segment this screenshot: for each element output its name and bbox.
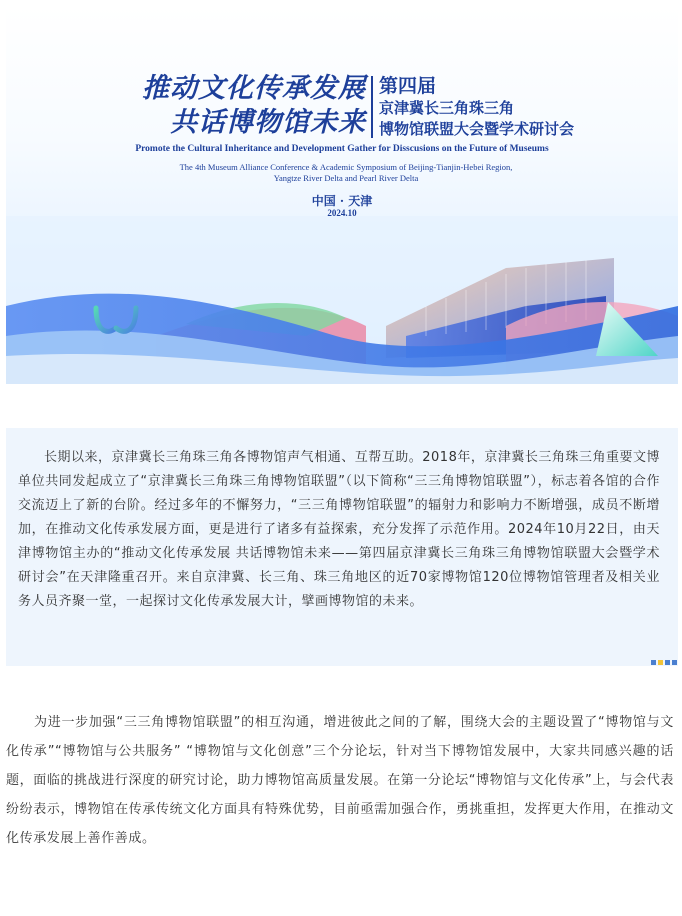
dot-icon [672,660,677,665]
event-date: 2024.10 [327,208,357,218]
alliance-logo-icon [74,272,156,352]
intro-paragraph: 长期以来，京津冀长三角珠三角各博物馆声气相通、互帮互助。2018年，京津冀长三角珠三角重要文博单位共同发起成立了“京津冀长三角珠三角博物馆联盟”（以下简称“三三角博物馆联盟”），标志着各馆的合作交流迈上了新的台阶。经过多年的不懈努力，“三三角博物馆联盟”的辐射力和影响力不断增强，成员不断增加，在推动文化传承发展方面，更是进行了诸多有益探索，充分发挥了示范作用。2024年10月22日，由天津博物馆主办的“推动文化传承发展 共话博物馆未来——第四届京津冀长三角珠三角博物馆联盟大会暨学术研讨会”在天津隆重召开。来自京津冀、长三角、珠三角地区的近70家博物馆120位博物馆管理者及相关业务人员齐聚一堂，一起探讨文化传承发展大计，擘画博物馆的未来。 [18,450,660,609]
conference-banner [6,6,678,384]
edition-label: 第四届 [379,75,437,97]
dot-icon [658,660,663,665]
corner-dots-bottom-right [651,660,677,665]
side-title-line2: 博物馆联盟大会暨学术研讨会 [379,120,575,138]
event-location: 中国 · 天津 [311,194,373,208]
english-subtitle-line2: Yangtze River Delta and Pearl River Delta [273,173,419,183]
dot-icon [665,660,670,665]
body-paragraph: 为进一步加强“三三角博物馆联盟”的相互沟通，增进彼此之间的了解，围绕大会的主题设置了“博物馆与文化传承”“博物馆与公共服务” “博物馆与文化创意”三个分论坛，针对当下博物馆发展中，大家共同感兴趣的话题，面临的挑战进行深度的研究讨论，助力博物馆高质量发展。在第一分论坛“博物馆与文化传承”上，与会代表纷纷表示，博物馆在传承传统文化方面具有特殊优势，目前亟需加强合作，勇挑重担，发挥更大作用，在推动文化传承发展上善作善成。 [6,715,674,846]
english-subtitle [156,162,536,184]
english-title: Promote the Cultural Inheritance and Development Gather for Disscusions on the Future of Museums [135,144,549,154]
english-subtitle-line1: The 4th Museum Alliance Conference & Academic Symposium of Beijing-Tianjin-Hebei Region, [179,162,513,172]
banner-title-line2: 共话博物馆未来 [170,107,366,138]
banner-main-title [96,72,366,140]
side-title-line1: 京津冀长三角珠三角 [379,99,515,117]
title-divider [371,76,373,138]
banner-side-title [379,74,619,140]
banner-title-line1: 推动文化传承发展 [142,73,366,104]
dot-icon [651,660,656,665]
